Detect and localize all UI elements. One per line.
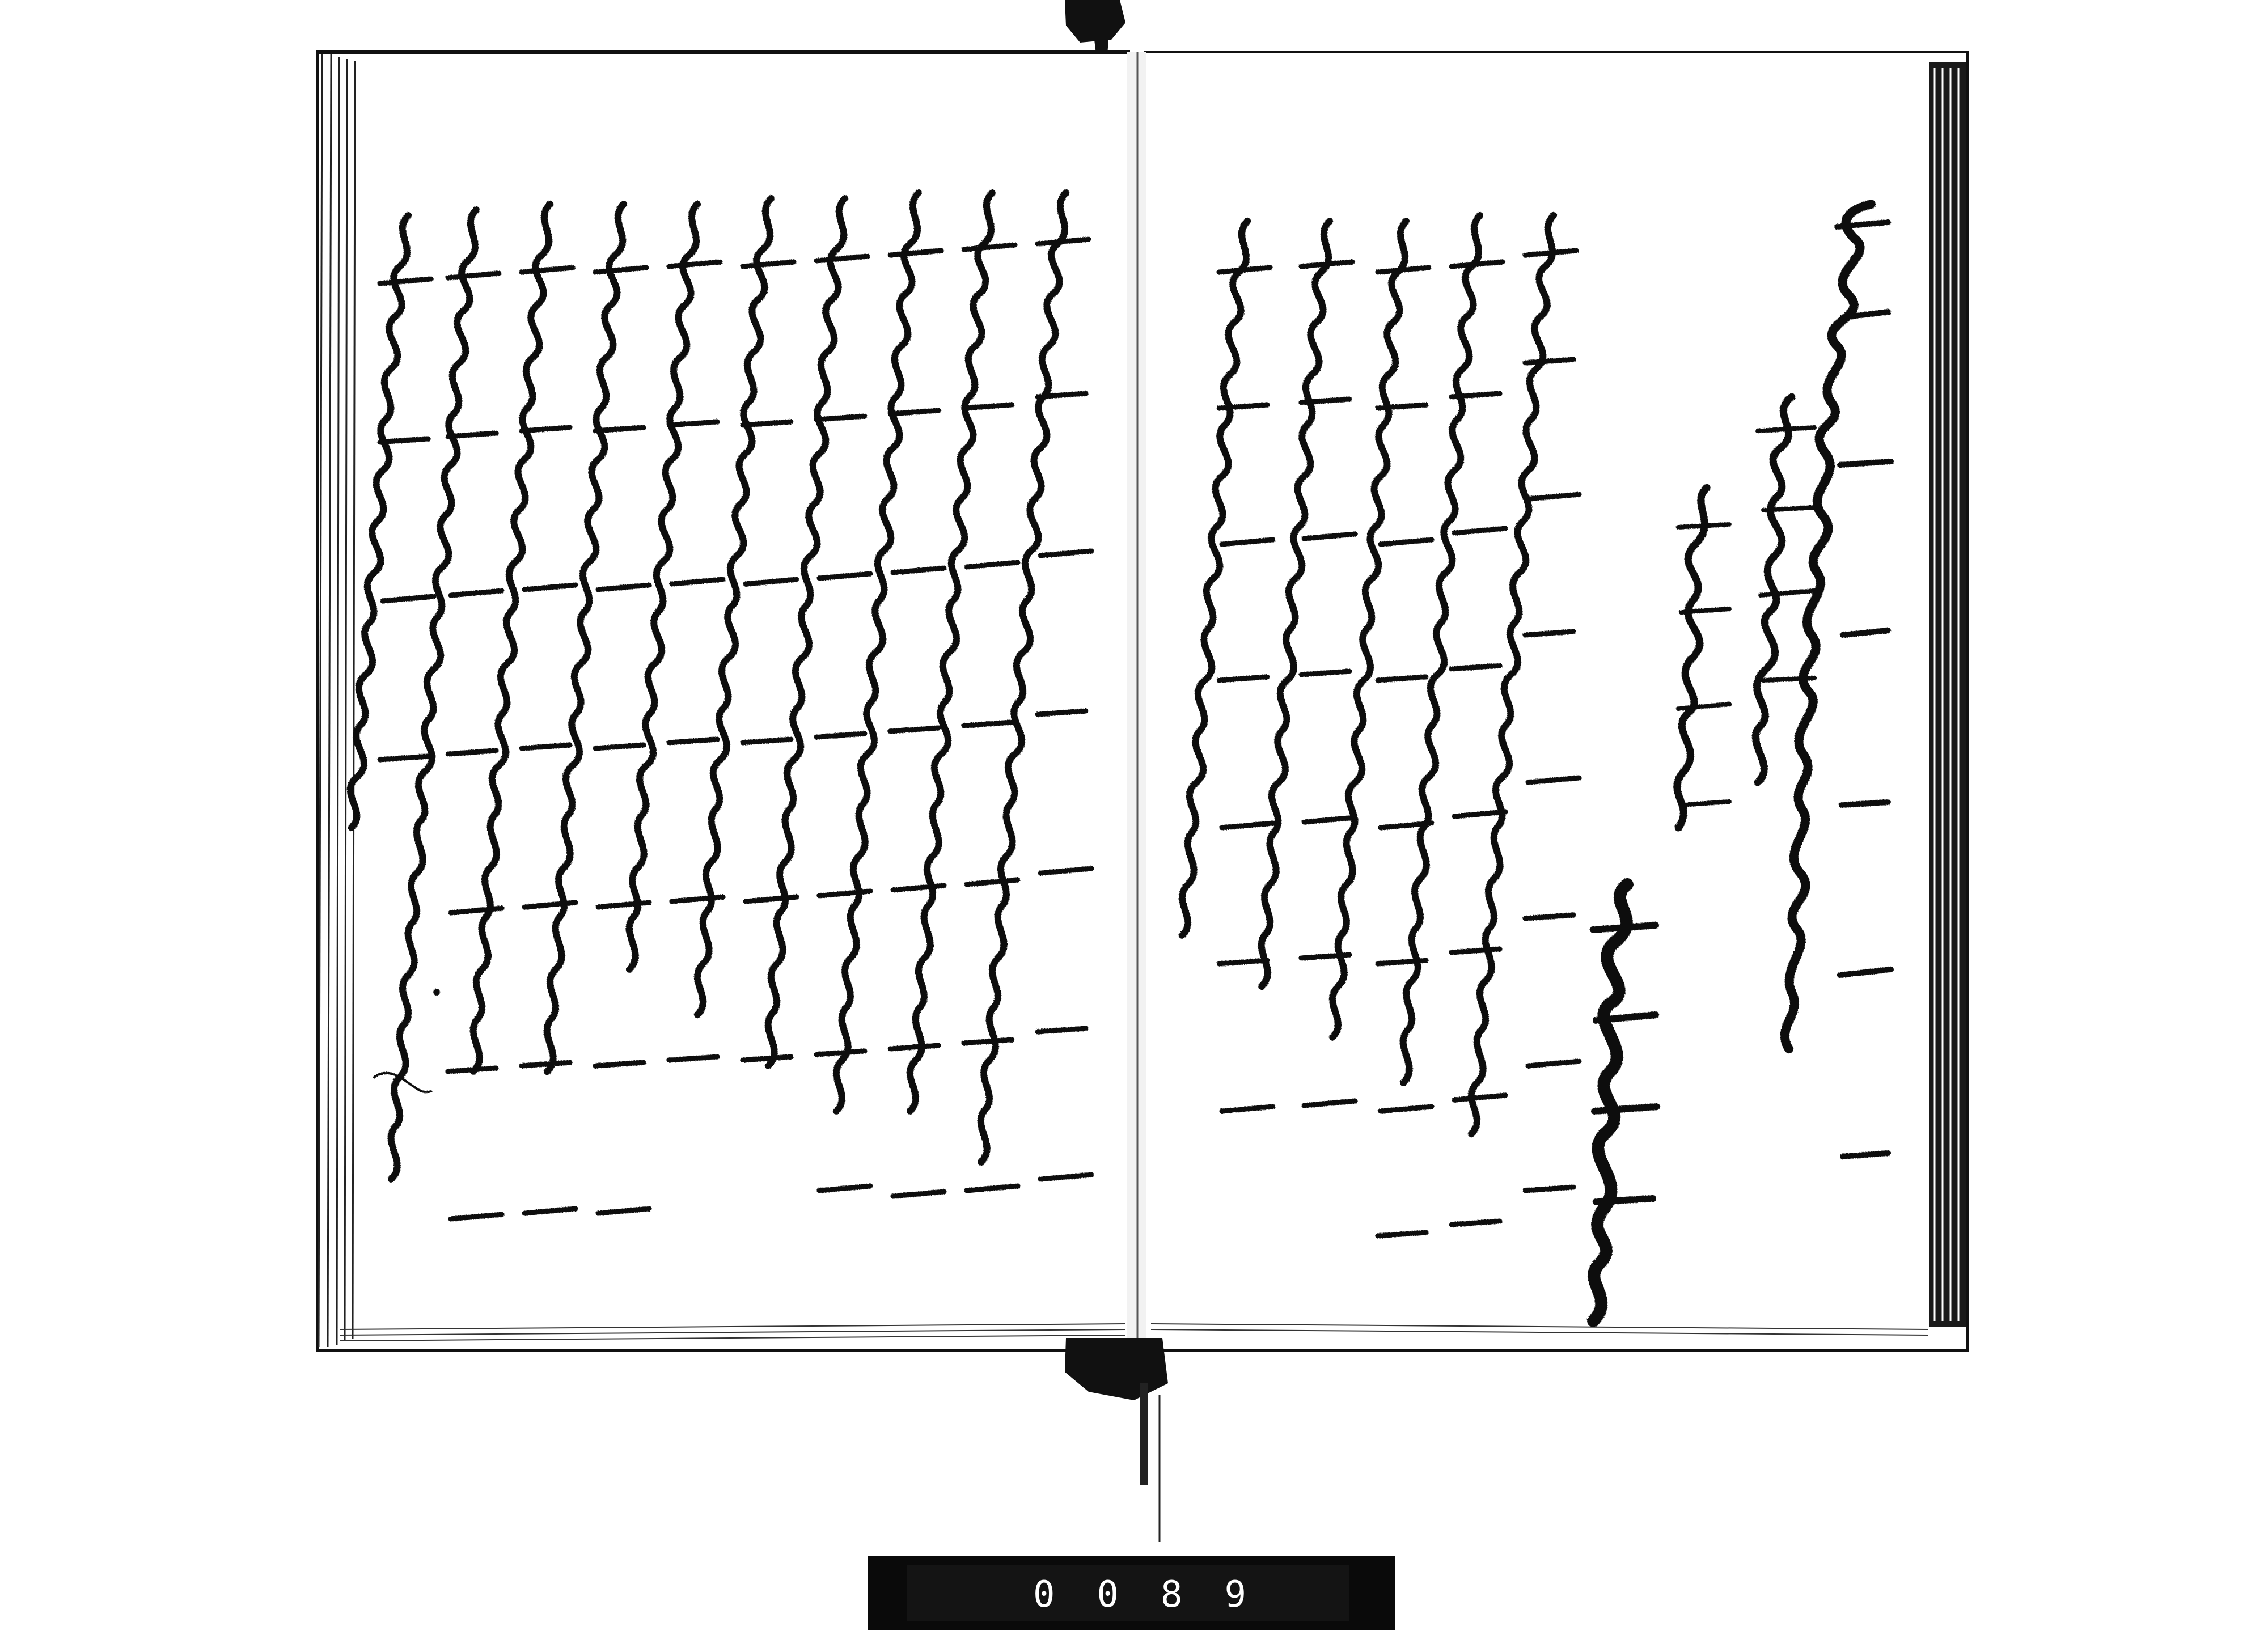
frame-number: 0089 [1033,1574,1289,1616]
